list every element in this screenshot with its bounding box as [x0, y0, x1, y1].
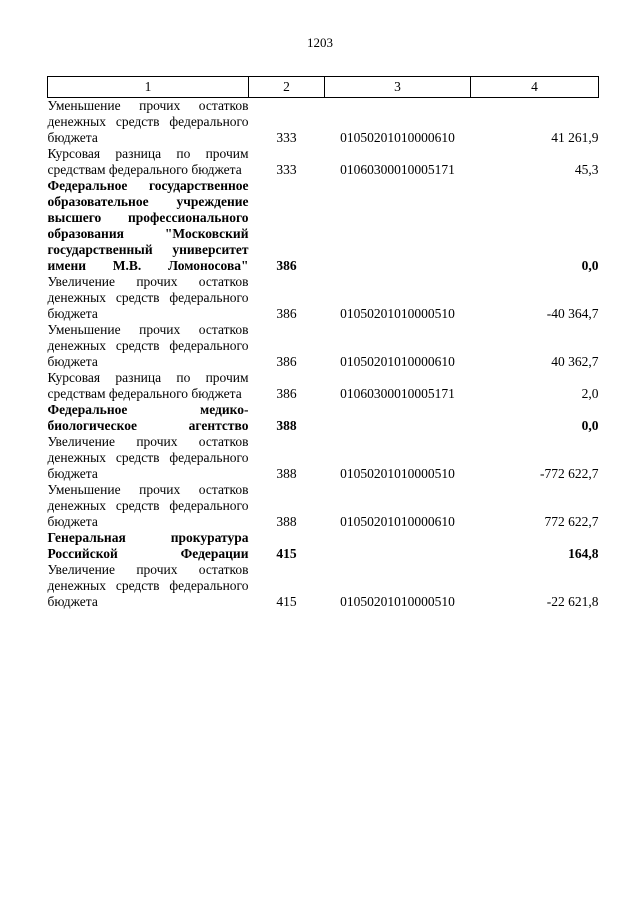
row-code-cell: 386	[276, 354, 297, 369]
row-name-cell: Уменьшение прочих остатков денежных средств федерального бюджета	[47, 322, 249, 369]
table-row	[48, 530, 599, 562]
row-classification-code-cell	[325, 530, 471, 562]
table-row	[48, 274, 599, 322]
row-amount-cell: -40 364,7	[546, 306, 599, 321]
row-code-cell: 388	[276, 418, 297, 433]
row-classification-code-cell	[325, 178, 471, 274]
table-row	[48, 98, 599, 147]
row-classification-code-cell: 01060300010005171	[340, 162, 455, 177]
row-amount-cell: 772 622,7	[544, 514, 599, 529]
row-amount-cell: 2,0	[581, 386, 599, 401]
row-code-cell: 415	[276, 594, 297, 609]
row-name-cell: Генеральная прокуратура Российской Федерации	[47, 530, 249, 561]
page-number: 1203	[307, 35, 333, 50]
table-body	[48, 98, 599, 611]
column-header-3: 3	[325, 77, 471, 98]
row-code-cell: 388	[276, 514, 297, 529]
table-header-row	[48, 77, 599, 98]
budget-table	[47, 76, 599, 610]
row-amount-cell: 45,3	[574, 162, 599, 177]
table-row	[48, 370, 599, 402]
row-name-cell: Федеральное медико-биологическое агентство	[47, 402, 249, 433]
row-name-cell: Курсовая разница по прочим средствам федерального бюджета	[47, 146, 249, 177]
row-name-cell: Увеличение прочих остатков денежных средств федерального бюджета	[47, 562, 249, 609]
row-code-cell: 386	[276, 258, 297, 273]
table-row	[48, 434, 599, 482]
row-classification-code-cell: 01050201010000510	[340, 594, 455, 609]
row-code-cell: 386	[276, 306, 297, 321]
table-row	[48, 482, 599, 530]
row-classification-code-cell: 01050201010000610	[340, 514, 455, 529]
row-code-cell: 333	[276, 130, 297, 145]
row-amount-cell: 164,8	[568, 546, 599, 561]
row-code-cell: 333	[276, 162, 297, 177]
row-name-cell: Увеличение прочих остатков денежных средств федерального бюджета	[47, 434, 249, 481]
row-code-cell: 388	[276, 466, 297, 481]
row-name-cell: Уменьшение прочих остатков денежных средств федерального бюджета	[47, 482, 249, 529]
table-row	[48, 402, 599, 434]
row-amount-cell: -772 622,7	[540, 466, 599, 481]
row-classification-code-cell: 01050201010000610	[340, 130, 455, 145]
row-classification-code-cell	[325, 402, 471, 434]
column-header-2: 2	[249, 77, 325, 98]
table-row	[48, 178, 599, 274]
row-amount-cell: 0,0	[581, 418, 599, 433]
row-code-cell: 415	[276, 546, 297, 561]
row-amount-cell: 40 362,7	[551, 354, 599, 369]
row-classification-code-cell: 01060300010005171	[340, 386, 455, 401]
row-name-cell: Курсовая разница по прочим средствам федерального бюджета	[47, 370, 249, 401]
row-code-cell: 386	[276, 386, 297, 401]
row-name-cell: Уменьшение прочих остатков денежных средств федерального бюджета	[47, 98, 249, 145]
table-row	[48, 562, 599, 610]
row-classification-code-cell: 01050201010000510	[340, 306, 455, 321]
table-row	[48, 146, 599, 178]
table-row	[48, 322, 599, 370]
row-amount-cell: 0,0	[581, 258, 599, 273]
row-name-cell: Увеличение прочих остатков денежных средств федерального бюджета	[47, 274, 249, 321]
row-classification-code-cell: 01050201010000610	[340, 354, 455, 369]
column-header-1: 1	[48, 77, 249, 98]
row-amount-cell: -22 621,8	[546, 594, 599, 609]
column-header-4: 4	[471, 77, 599, 98]
row-classification-code-cell: 01050201010000510	[340, 466, 455, 481]
row-amount-cell: 41 261,9	[551, 130, 599, 145]
row-name-cell: Федеральное государственное образовательное учреждение высшего профессионального образования "Московский государственный университет имени М.В. Ломоносова"	[47, 178, 249, 273]
